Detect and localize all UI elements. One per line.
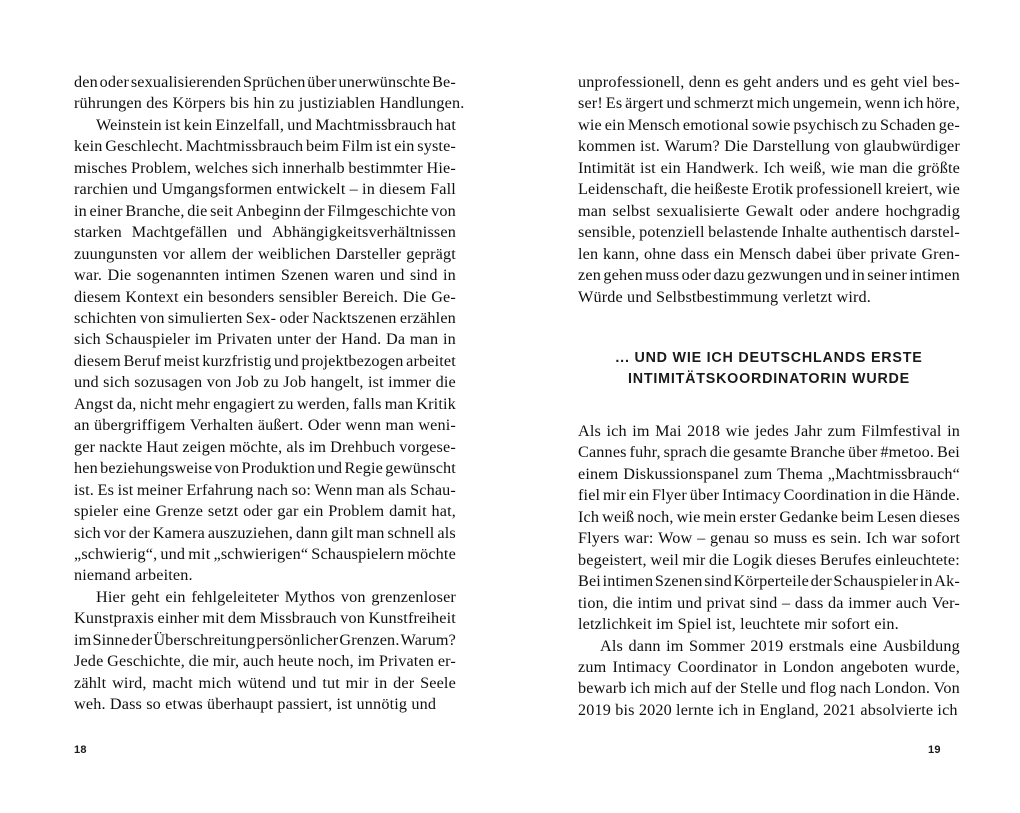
text-line: kein Geschlecht. Machtmissbrauch beim Film ist ein syste- bbox=[74, 137, 456, 156]
paragraph bbox=[74, 72, 465, 115]
text-line: zählt wird, macht mich wütend und tut mir in der Seele bbox=[74, 673, 456, 692]
text-line: Bei intimen Szenen sind Körperteile der Schauspieler in Ak- bbox=[578, 572, 960, 591]
text-line: letzlichkeit im Spiel ist, leuchtete mir sofort ein. bbox=[578, 615, 899, 634]
text-line: Intimität ist ein Handwerk. Ich weiß, wie man die größte bbox=[578, 158, 960, 177]
text-line: wie ein Mensch emotional sowie psychisch zu Schaden ge- bbox=[578, 115, 960, 134]
text-line: sich vor der Kamera auszuziehen, dann gilt man schnell als bbox=[74, 523, 456, 542]
right-page-text-column bbox=[578, 72, 960, 721]
text-line: Leidenschaft, die heißeste Erotik professionell kreiert, wie bbox=[578, 180, 960, 199]
paragraph bbox=[578, 72, 960, 308]
section-heading-block bbox=[578, 308, 960, 421]
text-line: Kunstpraxis einher mit dem Missbrauch von Kunstfreiheit bbox=[74, 609, 456, 628]
text-line: sensible, potenziell belastende Inhalte authentisch darstel- bbox=[578, 223, 960, 242]
page-number-left: 18 bbox=[74, 744, 87, 756]
page-number-right: 19 bbox=[928, 744, 941, 756]
text-line: Ich weiß noch, wie mein erster Gedanke beim Lesen dieses bbox=[578, 507, 960, 526]
text-line: Jede Geschichte, die mir, auch heute noch, im Privaten er- bbox=[74, 652, 456, 671]
text-line: weh. Dass so etwas überhaupt passiert, ist unnötig und bbox=[74, 695, 437, 714]
text-line: rarchien und Umgangsformen entwickelt – in diesem Fall bbox=[74, 180, 456, 199]
text-line: Weinstein ist kein Einzelfall, und Machtmissbrauch hat bbox=[96, 115, 456, 134]
section-heading-line-2: INTIMITÄTSKOORDINATORIN WURDE bbox=[628, 371, 910, 388]
text-line: spieler eine Grenze setzt oder gar ein Problem damit hat, bbox=[74, 502, 456, 521]
text-line: den oder sexualisierenden Sprüchen über unerwünschte Be- bbox=[74, 73, 456, 91]
text-line: ser! Es ärgert und schmerzt mich ungemein, wenn ich höre, bbox=[578, 94, 960, 113]
text-line: Hier geht ein fehlgeleiteter Mythos von grenzenloser bbox=[96, 587, 456, 606]
text-line: Flyers war: Wow – genau so muss es sein. Ich war sofort bbox=[578, 529, 960, 548]
text-line: unprofessionell, denn es geht anders und es geht viel bes- bbox=[578, 73, 960, 91]
text-line: zuungunsten vor allem der weiblichen Darsteller geprägt bbox=[74, 244, 456, 263]
section-heading-line-1: ... UND WIE ICH DEUTSCHLANDS ERSTE bbox=[615, 349, 923, 366]
text-line: rührungen des Körpers bis hin zu justiziablen Handlungen. bbox=[74, 94, 465, 113]
text-line: an übergriffigem Verhalten äußert. Oder wenn man weni- bbox=[74, 416, 456, 435]
text-line: Als ich im Mai 2018 wie jedes Jahr zum Filmfestival in bbox=[578, 421, 960, 440]
text-line: kommen ist. Warum? Die Darstellung von glaubwürdiger bbox=[578, 137, 960, 156]
text-line: zen gehen muss oder dazu gezwungen und in seiner intimen bbox=[578, 266, 960, 285]
text-line: sich Schauspieler im Privaten unter der Hand. Da man in bbox=[74, 330, 456, 349]
text-line: Angst da, nicht mehr engagiert zu werden, falls man Kritik bbox=[74, 394, 456, 413]
text-line: man selbst sexualisierte Gewalt oder andere hochgradig bbox=[578, 201, 960, 220]
text-line: starken Machtgefällen und Abhängigkeitsverhältnissen bbox=[74, 223, 456, 242]
text-line: len kann, ohne dass ein Mensch dabei über private Gren- bbox=[578, 244, 960, 263]
text-line: zum Intimacy Coordinator in London angeboten wurde, bbox=[578, 657, 960, 676]
text-line: Als dann im Sommer 2019 erstmals eine Ausbildung bbox=[600, 636, 960, 655]
text-line: einem Diskussionspanel zum Thema „Machtmissbrauch“ bbox=[578, 464, 960, 483]
text-line: begeistert, weil mir die Logik dieses Berufes einleuchtete: bbox=[578, 550, 960, 569]
text-line: Cannes fuhr, sprach die gesamte Branche über #metoo. Bei bbox=[578, 443, 960, 462]
text-line: misches Problem, welches sich innerhalb bestimmter Hie- bbox=[74, 158, 456, 177]
text-line: in einer Branche, die seit Anbeginn der Filmgeschichte von bbox=[74, 201, 456, 220]
text-line: tion, die intim und privat sind – dass da immer auch Ver- bbox=[578, 593, 960, 612]
paragraph bbox=[74, 587, 456, 716]
text-line: ger nackte Haut zeigen möchte, als im Drehbuch vorgese- bbox=[74, 437, 456, 456]
text-line: „schwierig“, und mit „schwierigen“ Schauspielern möchte bbox=[74, 544, 456, 563]
paragraph bbox=[578, 421, 960, 636]
text-line: schichten von simulierten Sex- oder Nacktszenen erzählen bbox=[74, 308, 456, 327]
text-line: diesem Beruf meist kurzfristig und projektbezogen arbeitet bbox=[74, 351, 456, 370]
text-line: hen beziehungsweise von Produktion und Regie gewünscht bbox=[74, 459, 456, 478]
text-line: fiel mir ein Flyer über Intimacy Coordination in die Hände. bbox=[578, 486, 960, 505]
section-heading bbox=[578, 348, 960, 391]
text-line: Würde und Selbstbestimmung verletzt wird. bbox=[578, 287, 872, 306]
text-line: war. Die sogenannten intimen Szenen waren und sind in bbox=[74, 266, 456, 285]
text-line: 2019 bis 2020 lernte ich in England, 2021 absolvierte ich bbox=[578, 700, 958, 719]
paragraph bbox=[578, 636, 960, 722]
text-line: niemand arbeiten. bbox=[74, 566, 193, 585]
left-page-text-column bbox=[74, 72, 465, 716]
paragraph bbox=[74, 115, 456, 587]
text-line: diesem Kontext ein besonders sensibler Bereich. Die Ge- bbox=[74, 287, 456, 306]
text-line: im Sinne der Überschreitung persönlicher Grenzen. Warum? bbox=[74, 630, 456, 649]
text-line: ist. Es ist meiner Erfahrung nach so: Wenn man als Schau- bbox=[74, 480, 456, 499]
text-line: bewarb ich mich auf der Stelle und flog nach London. Von bbox=[578, 679, 960, 698]
text-line: und sich sozusagen von Job zu Job hangelt, ist immer die bbox=[74, 373, 456, 392]
